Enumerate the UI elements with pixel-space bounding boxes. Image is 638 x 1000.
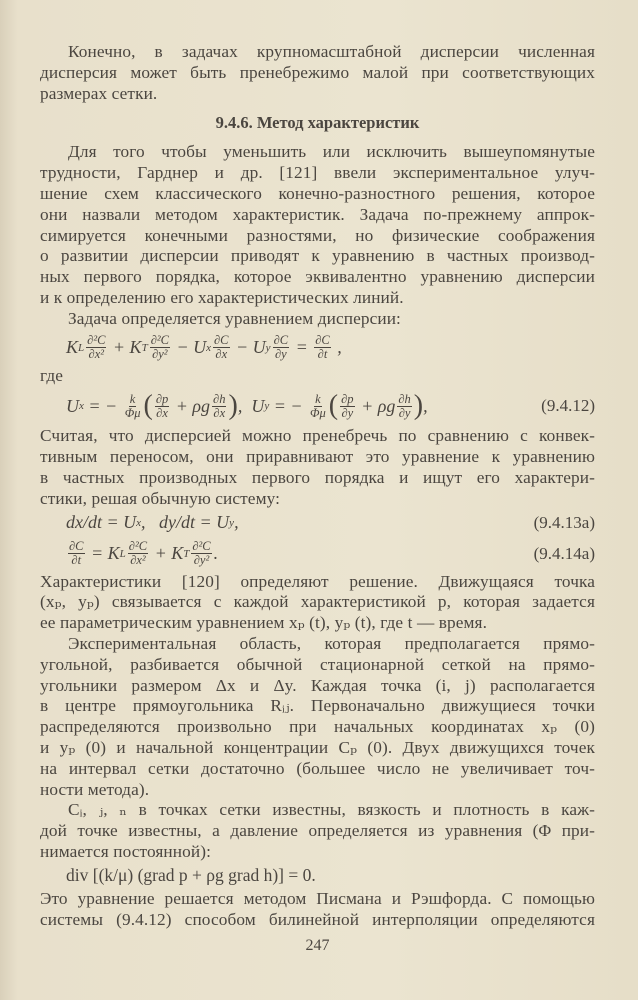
text-line: трудности, Гарднер и др. [121] ввели экспериментальное улуч- <box>40 163 595 183</box>
equation-pressure: div [(k/μ) (grad p + ρg grad h)] = 0. <box>66 865 316 886</box>
text-line: дисперсия может быть пренебрежимо малой при соответствующих <box>40 62 595 82</box>
parenthesis: ( <box>328 390 339 422</box>
math-text: + K <box>150 543 184 564</box>
text-line: Экспериментальная область, которая предполагается прямо- <box>68 633 595 653</box>
equation-number: (9.4.12) <box>541 396 595 416</box>
page-text <box>40 42 595 956</box>
text-line: распределяются произвольно при начальных координатах xₚ (0) <box>40 717 595 737</box>
numerator: ∂C <box>273 333 289 348</box>
paragraph-3: Задача определяется уравнением дисперсии: <box>68 308 401 328</box>
numerator: k <box>315 391 321 406</box>
denominator: ∂x <box>156 405 168 420</box>
denominator: ∂y² <box>193 553 210 568</box>
fraction <box>213 334 230 361</box>
text-line: (xₚ, yₚ) связывается с каждой характеристикой p, которая задается <box>40 592 595 612</box>
fraction <box>309 393 327 420</box>
text-line: Считая, что дисперсией можно пренебречь по сравнению с конвек- <box>40 426 595 446</box>
fraction <box>124 393 142 420</box>
numerator: ∂h <box>213 391 226 406</box>
text-line: в центре прямоугольника Rᵢⱼ. Первоначально движущиеся точки <box>40 696 595 716</box>
text-line: дой точке известны, а давление определяется из уравнения (Φ при- <box>40 821 595 841</box>
math-text: , <box>423 395 428 416</box>
subscript: T <box>183 547 190 560</box>
math-text: , <box>332 337 342 358</box>
math-text: U <box>66 395 79 416</box>
denominator: ∂x² <box>88 347 105 362</box>
subscript: L <box>119 547 126 560</box>
math-text: dx/dt = U <box>66 512 137 533</box>
fraction <box>68 540 85 567</box>
paragraph-1 <box>40 42 595 104</box>
subscript: y <box>265 341 271 354</box>
equation-row <box>40 330 595 366</box>
denominator: ∂y <box>274 347 287 362</box>
denominator: Φμ <box>124 405 141 420</box>
denominator: ∂t <box>71 553 82 568</box>
denominator: ∂x² <box>130 553 146 568</box>
parenthesis: ) <box>228 390 238 422</box>
fraction <box>128 540 148 567</box>
math-text: = − <box>83 395 122 416</box>
fraction <box>150 334 170 361</box>
text-line: угольники размером Δx и Δy. Каждая точка (i, j) располагается <box>40 675 595 695</box>
where-label: где <box>40 365 63 385</box>
numerator: ∂C <box>69 539 84 554</box>
paragraph-2 <box>40 142 595 308</box>
parenthesis: ( <box>143 390 153 422</box>
equation-concentration <box>66 540 218 567</box>
text-line: Cᵢ, ⱼ, ₙ в точках сетки известны, вязкость и плотность в каж- <box>68 800 595 820</box>
numerator: ∂h <box>398 391 411 406</box>
math-text: = − <box>269 395 307 416</box>
text-line: системы (9.4.12) способом билинейной интерполяции определяются <box>40 909 595 929</box>
equation-row <box>40 386 595 426</box>
subscript: y <box>229 516 235 529</box>
text-line: и yₚ (0) и начальной концентрации Cₚ (0). Двух движущихся точек <box>40 737 595 757</box>
equation-number: (9.4.14a) <box>533 543 595 563</box>
fraction <box>86 334 106 361</box>
math-text: = K <box>86 543 120 564</box>
paragraph-5 <box>40 572 595 634</box>
equation-system <box>66 512 239 533</box>
fraction <box>273 334 290 361</box>
fraction <box>155 393 169 420</box>
denominator: ∂y² <box>152 347 168 362</box>
equation-dispersion <box>66 334 342 361</box>
equation-row <box>40 536 595 572</box>
subscript: T <box>141 341 148 354</box>
numerator: ∂²C <box>128 539 148 554</box>
page-number: 247 <box>305 937 330 955</box>
paragraph-8 <box>40 889 595 931</box>
numerator: k <box>129 391 136 406</box>
text-line: стики, решая обычную систему: <box>40 488 281 508</box>
paragraph-6 <box>40 634 595 800</box>
math-text: − U <box>231 337 266 358</box>
text-line: ности метода). <box>40 779 150 799</box>
denominator: ∂t <box>317 347 328 362</box>
denominator: ∂y <box>341 405 354 420</box>
text-line: нимается постоянной): <box>40 841 211 861</box>
numerator: ∂p <box>155 391 169 406</box>
math-text: , dy/dt = U <box>141 512 230 533</box>
numerator: ∂²C <box>150 333 169 348</box>
subscript: x <box>206 341 211 354</box>
subscript: x <box>136 516 142 529</box>
denominator: ∂x <box>213 405 226 420</box>
text-line: в частных производных первого порядка и ищут его характери- <box>40 467 595 487</box>
numerator: ∂p <box>341 391 354 406</box>
text-line: на интервал сетки достаточно (большее число не увеличивает точ- <box>40 758 595 778</box>
text-line: Это уравнение решается методом Писмана и Рэшфорда. С помощью <box>40 888 595 908</box>
math-text: K <box>66 337 79 358</box>
subscript: x <box>79 400 84 413</box>
text-line: Конечно, в задачах крупномасштабной дисперсии численная <box>68 42 595 61</box>
math-text: , <box>234 512 239 533</box>
fraction <box>191 540 211 567</box>
text-line: они назвали методом характеристик. Задача по-прежнему аппрок- <box>40 204 595 224</box>
text-line: о развитии дисперсии приводят к уравнению в частных производ- <box>40 246 595 266</box>
text-line: шение схем классического конечно-разностного решения, которое <box>40 183 595 203</box>
fraction <box>314 334 331 361</box>
equation-velocity <box>66 390 428 422</box>
subscript: L <box>78 341 85 354</box>
fraction <box>212 393 226 420</box>
fraction <box>397 393 411 420</box>
math-text: . <box>213 543 219 564</box>
text-line: симируется конечными разностями, но физические соображения <box>40 225 595 245</box>
parenthesis: ) <box>413 390 424 422</box>
equation-number: (9.4.13a) <box>533 512 595 532</box>
math-text: + K <box>108 337 142 358</box>
subscript: y <box>264 400 270 413</box>
text-line: ных первого порядка, которое эквивалентно уравнению дисперсии <box>40 267 595 287</box>
denominator: ∂x <box>215 347 228 362</box>
denominator: ∂y <box>398 405 411 420</box>
math-text: + ρg <box>356 395 396 416</box>
text-line: Для того чтобы уменьшить или исключить вышеупомянутые <box>68 142 595 162</box>
text-line: размерах сетки. <box>40 83 158 103</box>
numerator: ∂²C <box>87 333 106 348</box>
numerator: ∂²C <box>192 539 211 554</box>
fraction <box>340 393 354 420</box>
equation-row <box>40 863 595 889</box>
math-text: − U <box>171 337 207 358</box>
math-text: , U <box>237 395 265 416</box>
text-line: угольной, разбивается обычной стационарной сеткой на прямо- <box>40 654 595 674</box>
paragraph-7 <box>40 800 595 862</box>
numerator: ∂C <box>315 333 330 348</box>
paragraph-4 <box>40 426 595 509</box>
text-line: тивным переносом, они приравнивают это уравнение к уравнению <box>40 447 595 467</box>
numerator: ∂C <box>214 333 229 348</box>
math-text: = <box>291 337 313 358</box>
text-line: ее параметрическим уравнением xₚ (t), yₚ (t), где t — время. <box>40 613 488 633</box>
text-line: и к определению его характеристических линий. <box>40 287 404 307</box>
section-heading: 9.4.6. Метод характеристик <box>215 113 420 133</box>
equation-row <box>40 510 595 536</box>
text-line: Характеристики [120] определяют решение. Движущаяся точка <box>40 571 595 591</box>
denominator: Φμ <box>310 405 326 420</box>
math-text: + ρg <box>171 395 211 416</box>
